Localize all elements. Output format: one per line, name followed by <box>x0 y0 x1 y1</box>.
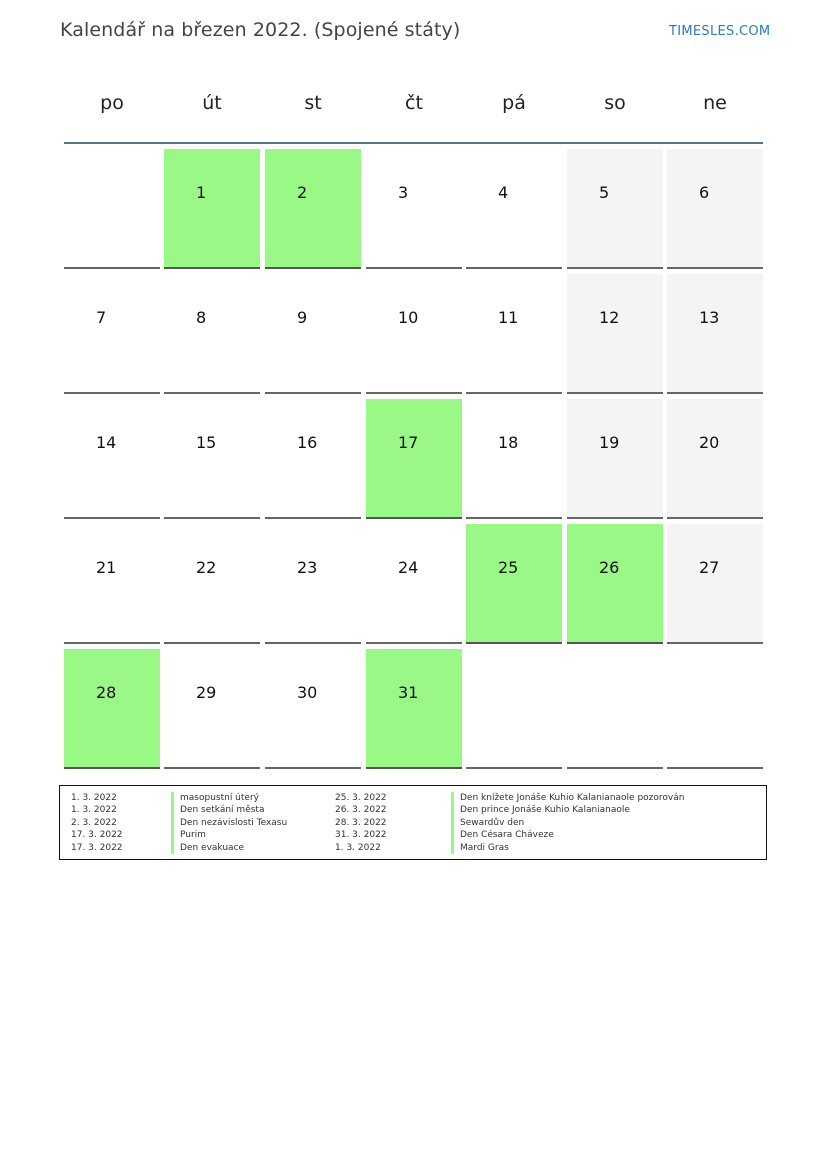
holiday-day-cell[interactable] <box>366 649 462 769</box>
day-number: 28 <box>96 683 117 702</box>
holiday-day-cell[interactable] <box>366 399 462 519</box>
day-number: 25 <box>498 558 519 577</box>
day-cell[interactable] <box>164 399 260 519</box>
page-title: Kalendář na březen 2022. (Spojené státy) <box>60 19 461 41</box>
legend-holiday-name: masopustní úterý <box>171 792 259 804</box>
holiday-legend <box>59 785 767 860</box>
day-number: 9 <box>297 308 308 327</box>
day-cell[interactable] <box>466 399 562 519</box>
day-cell[interactable] <box>366 149 462 269</box>
day-cell[interactable] <box>265 524 361 644</box>
day-number: 24 <box>398 558 419 577</box>
legend-holiday-name: Mardi Gras <box>451 842 509 854</box>
brand-logo[interactable]: TIMESLES.COM <box>669 24 771 39</box>
day-number: 1 <box>196 183 207 202</box>
day-number: 16 <box>297 433 318 452</box>
day-number: 11 <box>498 308 519 327</box>
legend-holiday-name: Den setkání města <box>171 804 264 816</box>
legend-holiday-name: Den knížete Jonáše Kuhio Kalanianaole pozorován <box>451 792 684 804</box>
day-cell[interactable] <box>466 274 562 394</box>
day-cell[interactable] <box>667 149 763 269</box>
legend-date: 1. 3. 2022 <box>71 793 117 803</box>
weekday-label: po <box>100 92 124 114</box>
weekday-label: pá <box>502 92 526 114</box>
day-number: 3 <box>398 183 409 202</box>
day-number: 4 <box>498 183 509 202</box>
day-number: 21 <box>96 558 117 577</box>
day-number: 7 <box>96 308 107 327</box>
holiday-day-cell[interactable] <box>64 649 160 769</box>
legend-date: 26. 3. 2022 <box>335 805 387 816</box>
legend-date: 1. 3. 2022 <box>335 842 381 853</box>
header-divider <box>64 142 763 144</box>
holiday-day-cell[interactable] <box>466 524 562 644</box>
holiday-day-cell[interactable] <box>265 149 361 269</box>
legend-date: 17. 3. 2022 <box>71 830 123 841</box>
empty-day-cell <box>64 149 160 269</box>
day-cell[interactable] <box>667 399 763 519</box>
day-number: 31 <box>398 683 419 702</box>
weekday-label: so <box>604 92 626 114</box>
day-number: 15 <box>196 433 217 452</box>
weekday-label: st <box>304 92 322 114</box>
day-cell[interactable] <box>265 649 361 769</box>
day-number: 18 <box>498 433 519 452</box>
legend-holiday-name: Den evakuace <box>171 842 244 854</box>
empty-day-cell <box>567 649 663 769</box>
legend-date: 25. 3. 2022 <box>335 793 387 803</box>
legend-holiday-name: Sewardův den <box>451 817 524 829</box>
legend-date: 31. 3. 2022 <box>335 830 387 841</box>
empty-day-cell <box>466 649 562 769</box>
legend-holiday-name: Purim <box>171 829 206 841</box>
day-number: 17 <box>398 433 419 452</box>
day-number: 14 <box>96 433 117 452</box>
day-cell[interactable] <box>265 274 361 394</box>
day-cell[interactable] <box>567 149 663 269</box>
day-number: 22 <box>196 558 217 577</box>
legend-date: 17. 3. 2022 <box>71 842 123 853</box>
day-cell[interactable] <box>64 399 160 519</box>
day-number: 23 <box>297 558 318 577</box>
legend-date: 28. 3. 2022 <box>335 817 387 828</box>
day-number: 20 <box>699 433 720 452</box>
legend-date: 2. 3. 2022 <box>71 817 117 828</box>
legend-holiday-name: Den nezávislosti Texasu <box>171 817 287 829</box>
day-cell[interactable] <box>366 524 462 644</box>
day-cell[interactable] <box>667 274 763 394</box>
day-cell[interactable] <box>164 274 260 394</box>
weekday-label: ne <box>703 92 727 114</box>
day-number: 13 <box>699 308 720 327</box>
empty-day-cell <box>667 649 763 769</box>
day-number: 10 <box>398 308 419 327</box>
day-number: 12 <box>599 308 620 327</box>
day-number: 5 <box>599 183 610 202</box>
day-number: 27 <box>699 558 720 577</box>
legend-holiday-name: Den Césara Cháveze <box>451 829 554 841</box>
day-cell[interactable] <box>366 274 462 394</box>
day-number: 29 <box>196 683 217 702</box>
day-cell[interactable] <box>567 274 663 394</box>
day-cell[interactable] <box>64 524 160 644</box>
day-number: 6 <box>699 183 710 202</box>
legend-holiday-name: Den prince Jonáše Kuhio Kalanianaole <box>451 804 630 816</box>
holiday-day-cell[interactable] <box>567 524 663 644</box>
day-number: 26 <box>599 558 620 577</box>
holiday-day-cell[interactable] <box>164 149 260 269</box>
day-number: 8 <box>196 308 207 327</box>
day-cell[interactable] <box>265 399 361 519</box>
day-cell[interactable] <box>466 149 562 269</box>
day-cell[interactable] <box>567 399 663 519</box>
day-cell[interactable] <box>164 649 260 769</box>
weekday-label: út <box>202 92 222 114</box>
day-cell[interactable] <box>64 274 160 394</box>
day-number: 2 <box>297 183 308 202</box>
day-number: 30 <box>297 683 318 702</box>
legend-date: 1. 3. 2022 <box>71 805 117 816</box>
weekday-label: čt <box>405 92 423 114</box>
day-cell[interactable] <box>164 524 260 644</box>
day-number: 19 <box>599 433 620 452</box>
day-cell[interactable] <box>667 524 763 644</box>
